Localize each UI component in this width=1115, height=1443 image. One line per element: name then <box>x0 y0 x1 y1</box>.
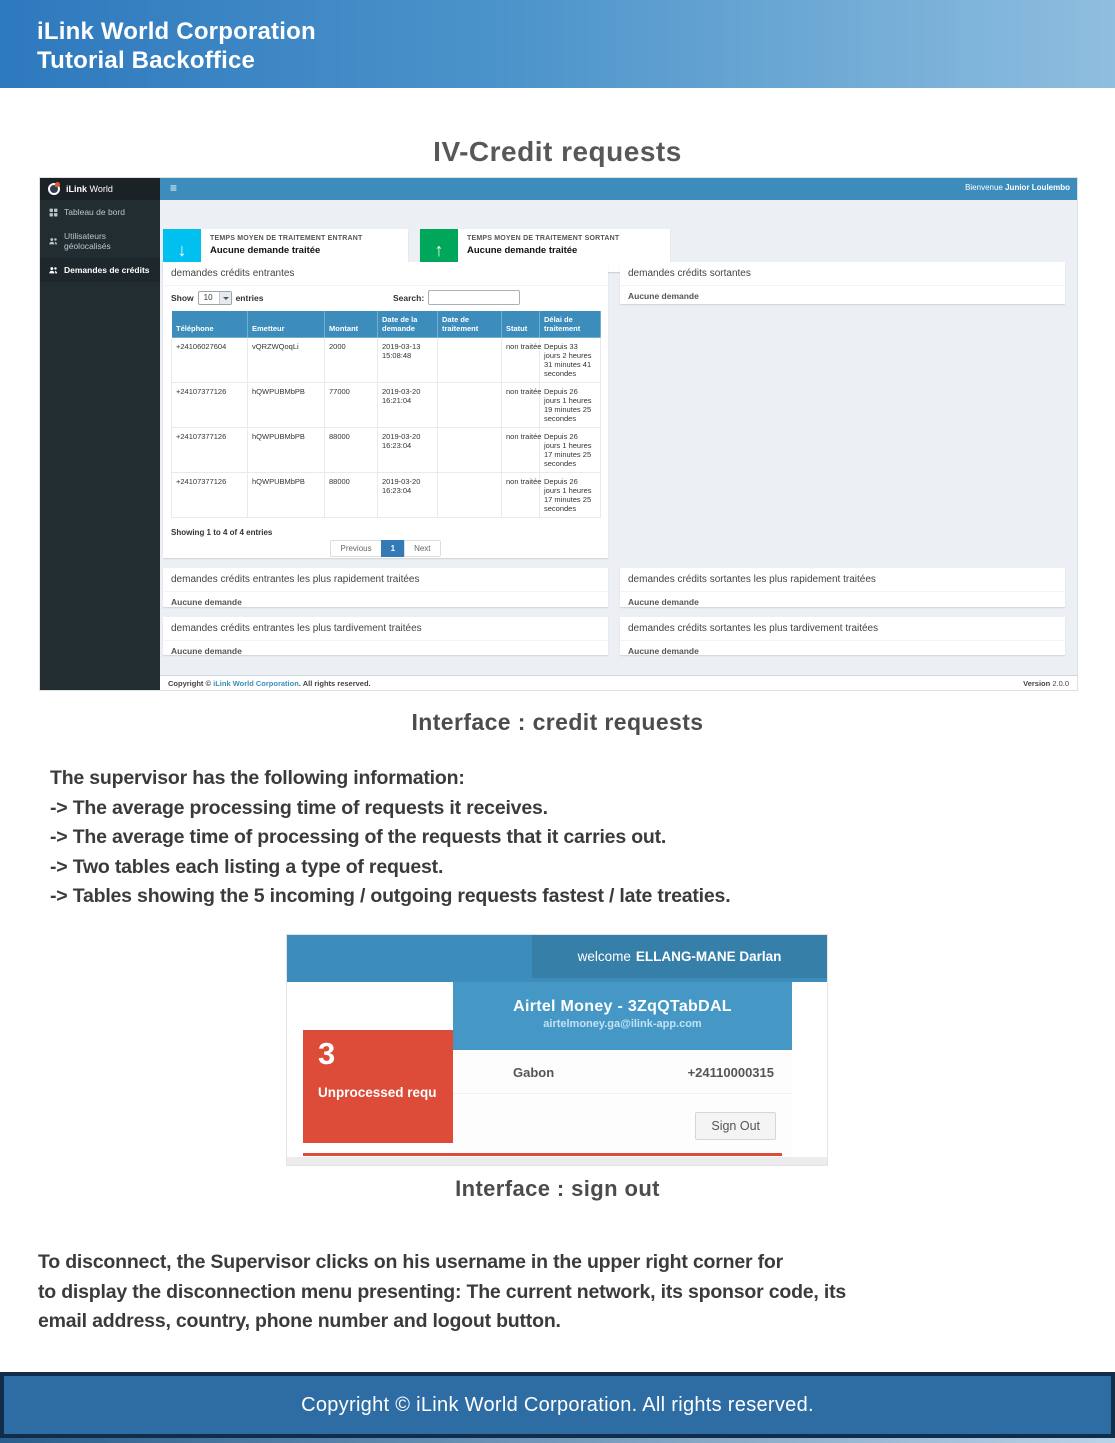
app-logo-icon <box>48 183 60 195</box>
users-icon <box>49 237 58 246</box>
text-line: to display the disconnection menu presenting: The current network, its sponsor code, its <box>38 1280 847 1303</box>
panel-title: demandes crédits sortantes les plus rapidement traitées <box>620 568 1065 592</box>
text-line: email address, country, phone number and logout button. <box>38 1310 561 1333</box>
caption-sign-out: Interface : sign out <box>455 1176 660 1201</box>
table-cell: +24107377126 <box>172 428 248 473</box>
table-cell: 2000 <box>325 338 378 383</box>
panel-title: demandes crédits sortantes les plus tardivement traitées <box>620 617 1065 641</box>
table-cell: hQWPUBMbPB <box>248 473 325 518</box>
table-cell: non traitée <box>502 383 540 428</box>
pagination <box>171 540 600 557</box>
pagination-page-1-button[interactable]: 1 <box>381 540 405 557</box>
column-header[interactable]: Emetteur <box>248 311 325 338</box>
table-row <box>172 338 601 383</box>
brand-text: iLink World <box>66 184 113 194</box>
table-cell: 88000 <box>325 473 378 518</box>
section-title: IV-Credit requests <box>433 136 682 167</box>
sidebar-item-label: Tableau de bord <box>64 207 125 217</box>
table-cell: Depuis 26 jours 1 heures 19 minutes 25 secondes <box>540 383 601 428</box>
phone-number: +24110000315 <box>687 1065 774 1080</box>
app-topbar <box>40 178 1077 200</box>
welcome-username: ELLANG-MANE Darlan <box>635 949 782 964</box>
table-cell: +24106027604 <box>172 338 248 383</box>
table-cell: Depuis 26 jours 1 heures 17 minutes 25 secondes <box>540 473 601 518</box>
table-cell: Depuis 33 jours 2 heures 31 minutes 41 secondes <box>540 338 601 383</box>
metric-value: Aucune demande traitée <box>210 245 321 256</box>
table-cell: Depuis 26 jours 1 heures 17 minutes 25 secondes <box>540 428 601 473</box>
fastest-incoming-panel <box>163 568 608 607</box>
app-brand[interactable] <box>40 178 160 200</box>
entries-label: entries <box>235 293 264 303</box>
app-copyright: Copyright © iLink World Corporation. All rights reserved. <box>168 679 371 688</box>
incoming-requests-table <box>171 310 601 518</box>
search-input[interactable] <box>428 290 520 305</box>
user-menu-toggle[interactable] <box>532 935 827 978</box>
search-label: Search: <box>393 292 425 303</box>
sidebar-item-label: Demandes de crédits <box>64 265 150 275</box>
text-line: -> The average processing time of requests it receives. <box>50 796 548 819</box>
page-length-select[interactable]: 10 <box>198 291 232 305</box>
table-row <box>172 383 601 428</box>
metric-title: TEMPS MOYEN DE TRAITEMENT SORTANT <box>467 235 620 242</box>
header-line-2: Tutorial Backoffice <box>37 47 256 74</box>
metric-title: TEMPS MOYEN DE TRAITEMENT ENTRANT <box>210 235 363 242</box>
outgoing-requests-panel <box>620 262 1065 304</box>
table-cell: hQWPUBMbPB <box>248 428 325 473</box>
table-cell <box>438 428 502 473</box>
country-label: Gabon <box>513 1065 555 1080</box>
panel-title: demandes crédits sortantes <box>620 262 1065 286</box>
user-dropdown-body <box>453 1050 792 1157</box>
text-line: -> Tables showing the 5 incoming / outgoing requests fastest / late treaties. <box>50 885 731 908</box>
table-cell <box>438 383 502 428</box>
company-link[interactable]: iLink World Corporation <box>213 679 299 688</box>
table-cell: 77000 <box>325 383 378 428</box>
user-dropdown-header <box>453 982 792 1050</box>
sidebar-item-geolocated-users[interactable] <box>40 224 160 258</box>
column-header[interactable]: Date de la demande <box>378 311 438 338</box>
table-cell: 2019-03-20 16:21:04 <box>378 383 438 428</box>
fastest-outgoing-panel <box>620 568 1065 607</box>
latest-incoming-panel <box>163 617 608 655</box>
pagination-next-button[interactable]: Next <box>404 540 440 557</box>
badge-count: 3 <box>318 1036 336 1071</box>
table-cell: +24107377126 <box>172 383 248 428</box>
dashboard-icon <box>49 208 58 217</box>
sidebar-item-credit-requests[interactable] <box>40 258 160 282</box>
sidebar-item-label: Utilisateurs géolocalisés <box>64 231 111 251</box>
welcome-label: welcome <box>577 949 631 964</box>
column-header[interactable]: Statut <box>502 311 540 338</box>
show-label: Show <box>171 293 194 303</box>
table-footer <box>163 518 608 557</box>
empty-message: Aucune demande <box>628 291 699 301</box>
text-line: The supervisor has the following information: <box>50 767 465 789</box>
user-email: airtelmoney.ga@ilink-app.com <box>543 1018 702 1030</box>
panel-title: demandes crédits entrantes <box>163 262 608 286</box>
info-paragraph <box>50 764 730 912</box>
empty-message: Aucune demande <box>628 597 699 607</box>
empty-message: Aucune demande <box>628 646 699 655</box>
country-phone-row <box>453 1050 792 1094</box>
text-line: -> Two tables each listing a type of request. <box>50 855 444 878</box>
badge-label: Unprocessed requ <box>318 1085 437 1100</box>
incoming-table-header-row <box>172 311 601 338</box>
column-header[interactable]: Téléphone <box>172 311 248 338</box>
panel-title: demandes crédits entrantes les plus rapidement traitées <box>163 568 608 592</box>
table-cell: 2019-03-20 16:23:04 <box>378 473 438 518</box>
table-cell: non traitée <box>502 428 540 473</box>
table-cell: +24107377126 <box>172 473 248 518</box>
signout-paragraph <box>38 1248 846 1337</box>
network-name: Airtel Money - 3ZqQTabDAL <box>513 998 732 1015</box>
table-cell: 88000 <box>325 428 378 473</box>
user-welcome[interactable]: Bienvenue Junior Loulembo <box>965 183 1070 192</box>
app-sidebar <box>40 200 160 690</box>
table-controls <box>163 286 608 310</box>
table-row <box>172 473 601 518</box>
header-line-1: iLink World Corporation <box>37 18 316 45</box>
unprocessed-requests-badge <box>303 1030 453 1143</box>
incoming-requests-panel <box>163 262 608 558</box>
table-cell <box>438 338 502 383</box>
footer-copyright: Copyright © iLink World Corporation. All rights reserved. <box>301 1393 814 1416</box>
table-cell <box>438 473 502 518</box>
users-icon <box>49 266 58 275</box>
red-divider <box>303 1153 782 1156</box>
metric-value: Aucune demande traitée <box>467 245 578 256</box>
table-cell: 2019-03-13 15:08:48 <box>378 338 438 383</box>
arrow-up-icon: ↑ <box>420 229 458 272</box>
table-row <box>172 428 601 473</box>
table-cell: vQRZWQoqLi <box>248 338 325 383</box>
app-content <box>160 200 1077 690</box>
document-footer <box>0 1372 1115 1438</box>
app-footer <box>160 675 1077 690</box>
empty-message: Aucune demande <box>171 597 242 607</box>
table-cell: 2019-03-20 16:23:04 <box>378 428 438 473</box>
table-cell: non traitée <box>502 473 540 518</box>
panel-title: demandes crédits entrantes les plus tardivement traitées <box>163 617 608 641</box>
column-header[interactable]: Délai de traitement <box>540 311 601 338</box>
app-version: Version 2.0.0 <box>1023 679 1069 688</box>
empty-message: Aucune demande <box>171 646 242 655</box>
screenshot-credit-requests <box>40 178 1077 690</box>
entries-summary: Showing 1 to 4 of 4 entries <box>171 528 273 537</box>
column-header[interactable]: Montant <box>325 311 378 338</box>
document-header <box>0 0 1115 88</box>
latest-outgoing-panel <box>620 617 1065 655</box>
table-cell: non traitée <box>502 338 540 383</box>
caption-credit-requests: Interface : credit requests <box>411 709 704 735</box>
hamburger-menu-icon[interactable]: ≡ <box>170 181 178 195</box>
incoming-table-body <box>172 338 601 518</box>
pagination-previous-button[interactable]: Previous <box>330 540 381 557</box>
column-header[interactable]: Date de traitement <box>438 311 502 338</box>
bottom-strip <box>287 1157 827 1165</box>
arrow-down-icon: ↓ <box>163 229 201 272</box>
chevron-down-icon <box>219 292 231 304</box>
sign-out-button[interactable]: Sign Out <box>695 1112 776 1140</box>
text-line: -> The average time of processing of the requests that it carries out. <box>50 826 667 849</box>
table-cell: hQWPUBMbPB <box>248 383 325 428</box>
text-line: To disconnect, the Supervisor clicks on his username in the upper right corner for <box>38 1251 783 1273</box>
footer-gradient-strip <box>0 1438 1115 1443</box>
sidebar-item-dashboard[interactable] <box>40 200 160 224</box>
screenshot-sign-out <box>287 935 827 1165</box>
